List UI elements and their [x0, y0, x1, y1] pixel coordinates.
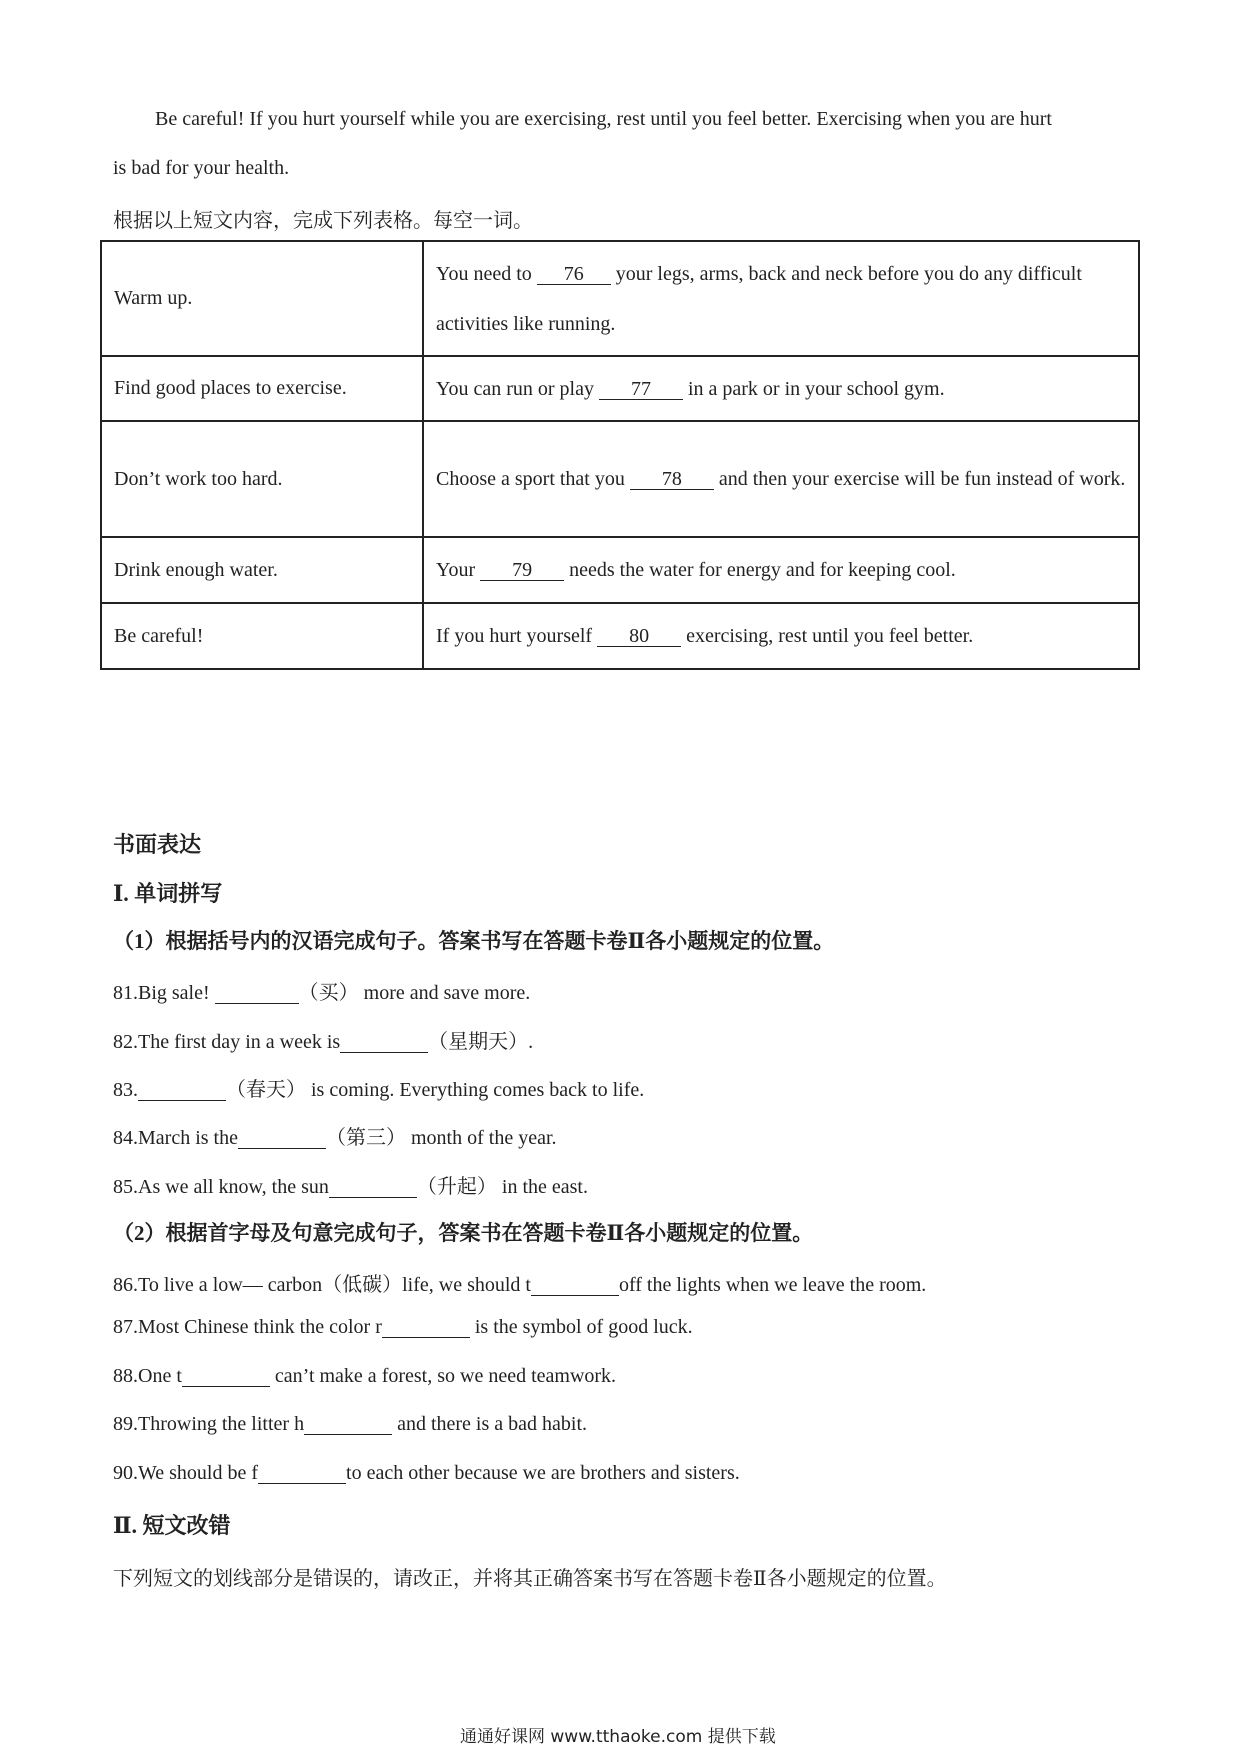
answer-blank[interactable] [382, 1317, 470, 1338]
question-81 [113, 976, 530, 1005]
question-85 [113, 1170, 588, 1199]
row-text-after: in a park or in your school gym. [687, 377, 945, 400]
table-row [101, 537, 1139, 603]
row-text-before: If you hurt yourself [436, 625, 593, 647]
part2-title: Ⅱ. 短文改错 [113, 1513, 231, 1538]
question-text: March is the [138, 1127, 238, 1149]
section-title: 书面表达 [113, 832, 202, 857]
question-text: and there is a bad habit. [392, 1413, 588, 1435]
answer-blank[interactable] [340, 1032, 428, 1053]
question-number: 87. [113, 1316, 138, 1338]
row-label: Find good places to exercise. [101, 356, 423, 421]
question-number: 90. [113, 1462, 138, 1484]
part1a-instruction: （1）根据括号内的汉语完成句子。答案书写在答题卡卷Ⅱ各小题规定的位置。 [113, 929, 835, 953]
question-text: off the lights when we leave the room. [618, 1274, 927, 1296]
table-row [101, 421, 1139, 537]
question-text: more and save more. [358, 982, 531, 1004]
blank-78[interactable]: 78 [630, 469, 714, 490]
row-text-after: your legs, arms, back and neck before you do any difficult activities like running. [436, 262, 1082, 335]
question-number: 81. [113, 982, 138, 1004]
question-84 [113, 1121, 557, 1150]
row-text-before: You can run or play [436, 377, 594, 400]
row-label: Drink enough water. [101, 537, 423, 603]
question-text: To live a low— carbon（低碳）life, we should t [138, 1274, 531, 1296]
question-text: As we all know, the sun [138, 1176, 329, 1198]
exercise-table [100, 240, 1140, 670]
question-89 [113, 1413, 587, 1436]
question-hint: （第三） [325, 1127, 406, 1149]
row-label: Warm up. [101, 241, 423, 356]
question-text: One t [138, 1365, 182, 1387]
blank-79[interactable]: 79 [480, 560, 564, 581]
question-number: 88. [113, 1365, 138, 1387]
question-text: Throwing the litter h [138, 1413, 305, 1435]
table-row [101, 356, 1139, 421]
row-content [423, 603, 1139, 669]
intro-line-2: is bad for your health. [113, 157, 290, 179]
footer-text: 通通好课网 www.tthaoke.com 提供下载 [460, 1727, 776, 1747]
question-87 [113, 1316, 693, 1339]
blank-80[interactable]: 80 [597, 626, 681, 647]
part1-title: Ⅰ. 单词拼写 [113, 881, 223, 906]
part2-instruction: 下列短文的划线部分是错误的，请改正，并将其正确答案书写在答题卡卷Ⅱ各小题规定的位置。 [113, 1568, 947, 1590]
row-label: Don’t work too hard. [101, 421, 423, 537]
question-number: 83. [113, 1079, 138, 1101]
question-90 [113, 1462, 740, 1485]
row-content [423, 421, 1139, 537]
question-text: We should be f [138, 1462, 259, 1484]
question-text: is the symbol of good luck. [469, 1316, 693, 1338]
question-number: 82. [113, 1031, 138, 1053]
question-hint: （升起） [416, 1176, 497, 1198]
row-text-before: You need to [436, 262, 532, 285]
answer-blank[interactable] [531, 1275, 619, 1296]
answer-blank[interactable] [215, 983, 299, 1004]
part1b-instruction: （2）根据首字母及句意完成句子，答案书在答题卡卷Ⅱ各小题规定的位置。 [113, 1221, 814, 1245]
table-instruction: 根据以上短文内容，完成下列表格。每空一词。 [113, 210, 533, 232]
question-number: 86. [113, 1274, 138, 1296]
question-text: month of the year. [405, 1127, 557, 1149]
question-text: can’t make a forest, so we need teamwork. [269, 1365, 617, 1387]
row-text-before: Choose a sport that you [436, 468, 625, 490]
table-row [101, 241, 1139, 356]
question-text: is coming. Everything comes back to life. [306, 1079, 645, 1101]
question-82 [113, 1025, 533, 1054]
answer-blank[interactable] [304, 1414, 392, 1435]
answer-blank[interactable] [238, 1128, 326, 1149]
blank-76[interactable]: 76 [537, 264, 611, 285]
question-83 [113, 1073, 644, 1102]
question-text: in the east. [496, 1176, 588, 1198]
row-content [423, 356, 1139, 421]
question-86 [113, 1268, 926, 1297]
blank-77[interactable]: 77 [599, 379, 683, 400]
question-88 [113, 1365, 616, 1388]
question-hint: （星期天） [428, 1031, 529, 1053]
row-label: Be careful! [101, 603, 423, 669]
answer-blank[interactable] [329, 1177, 417, 1198]
question-text: to each other because we are brothers and sisters. [346, 1462, 740, 1484]
answer-blank[interactable] [138, 1080, 226, 1101]
row-content [423, 241, 1139, 356]
question-text: . [528, 1031, 534, 1053]
question-text: The first day in a week is [138, 1031, 341, 1053]
question-text: Most Chinese think the color r [138, 1316, 382, 1338]
answer-blank[interactable] [258, 1463, 346, 1484]
intro-line-1: Be careful! If you hurt yourself while you are exercising, rest until you feel better. Exercising when you are hurt [155, 108, 1052, 130]
row-content [423, 537, 1139, 603]
question-number: 84. [113, 1127, 138, 1149]
row-text-after: and then your exercise will be fun instead of work. [718, 468, 1126, 490]
answer-blank[interactable] [182, 1366, 270, 1387]
row-text-after: needs the water for energy and for keeping cool. [569, 559, 956, 581]
question-number: 85. [113, 1176, 138, 1198]
row-text-before: Your [436, 559, 476, 581]
row-text-after: exercising, rest until you feel better. [686, 625, 974, 647]
question-text: Big sale! [138, 982, 210, 1004]
question-hint: （买） [298, 982, 359, 1004]
question-number: 89. [113, 1413, 138, 1435]
table-row [101, 603, 1139, 669]
question-hint: （春天） [226, 1079, 306, 1101]
